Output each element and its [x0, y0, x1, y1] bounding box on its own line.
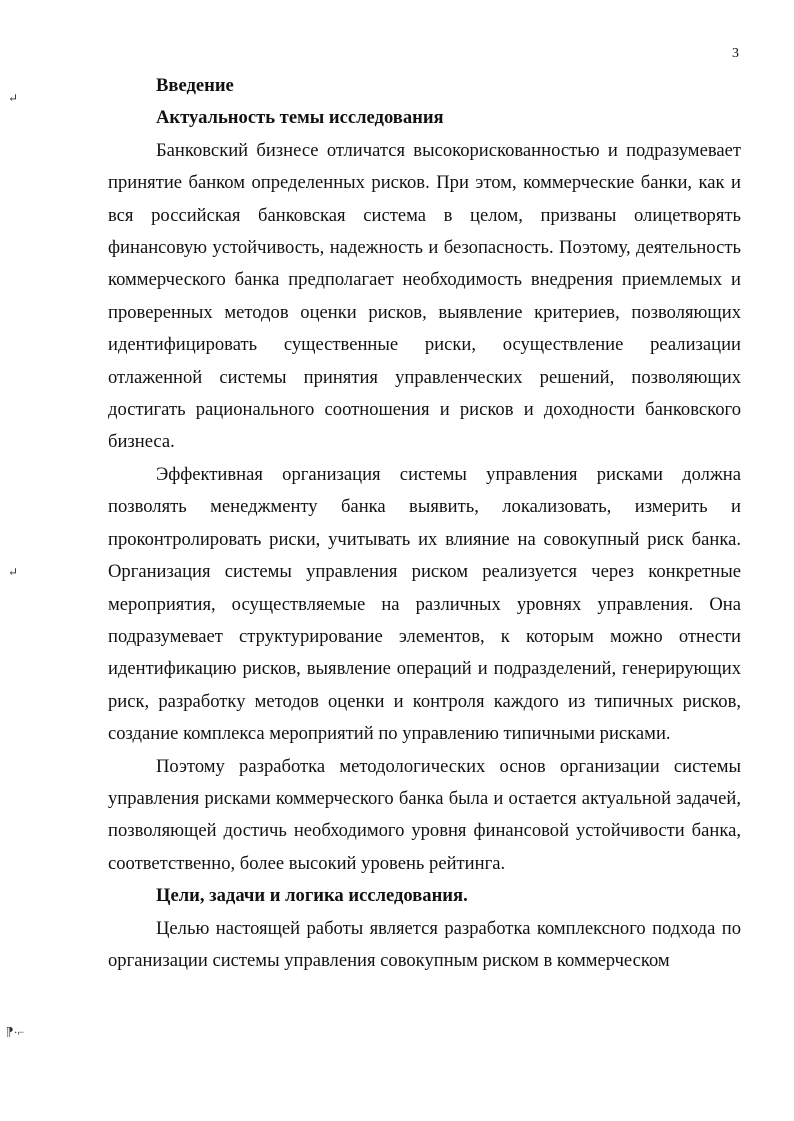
- paragraph-banking-risk: Банковский бизнесе отличатся высокорискованностью и подразумевает принятие банком определенных рисков. При этом, коммерческие банки, как и вся российская банковская система в целом, призваны олицетворять финансовую устойчивость, надежность и безопасность. Поэтому, деятельность коммерческого банка предполагает необходимость внедрения приемлемых и проверенных методов оценки рисков, выявление критериев, позволяющих идентифицировать существенные риски, осуществление реализации отлаженной системы принятия управленческих решений, позволяющих достигать рационального соотношения и рисков и доходности банковского бизнеса.: [108, 139, 741, 453]
- paragraph-risk-management: Эффективная организация системы управления рисками должна позволять менеджменту банка выявить, локализовать, измерить и проконтролировать риски, учитывать их влияние на совокупный риск банка. Организация системы управления риском реализуется через конкретные мероприятия, осуществляемые на различных уровнях управления. Она подразумевает структурирование элементов, к которым можно отнести идентификацию рисков, выявление операций и подразделений, генерирующих риск, разработку методов оценки и контроля каждого из типичных рисков, создание комплекса мероприятий по управлению типичными рисками.: [108, 463, 741, 745]
- paragraph-goal: Целью настоящей работы является разработка комплексного подхода по организации системы управления совокупным риском в коммерческом: [108, 917, 741, 971]
- paragraph-methodology: Поэтому разработка методологических основ организации системы управления рисками коммерческого банка была и остается актуальной задачей, позволяющей достичь необходимого уровня финансовой устойчивости банка, соответственно, более высокий уровень рейтинга.: [108, 755, 741, 874]
- section-heading-introduction: Введение: [156, 75, 234, 96]
- scan-mark: ↵: [8, 565, 19, 579]
- scan-mark: ⁋·⌐: [6, 1025, 25, 1039]
- scan-mark: ↵: [8, 91, 19, 105]
- page-number: 3: [732, 46, 739, 61]
- document-body: [108, 70, 741, 977]
- section-heading-relevance: Актуальность темы исследования: [156, 107, 444, 129]
- section-heading-goals: Цели, задачи и логика исследования.: [156, 885, 468, 907]
